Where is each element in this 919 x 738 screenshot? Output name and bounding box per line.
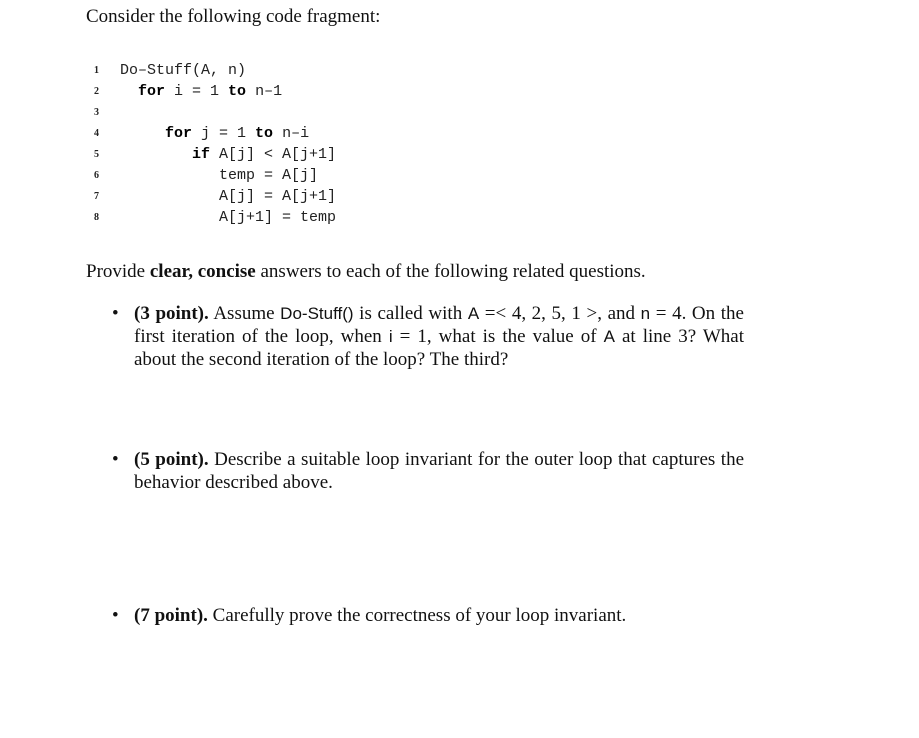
question-1: [112, 302, 744, 371]
code-text: A[j+1] = temp: [219, 209, 337, 226]
intro-text: Consider the following code fragment:: [86, 6, 381, 27]
question-text: (5 point). Describe a suitable loop invariant for the outer loop that captures the behavior described above.: [134, 449, 744, 493]
instructions-text: Provide clear, concise answers to each of the following related questions.: [86, 261, 646, 282]
code-text: A[j] = A[j+1]: [219, 188, 337, 205]
code-text: for j = 1 to n–i: [165, 125, 310, 142]
line-number: 7: [94, 191, 99, 202]
line-number: 4: [94, 128, 99, 139]
line-number: 1: [94, 65, 99, 76]
line-number: 8: [94, 212, 99, 223]
line-number: 3: [94, 107, 99, 118]
question-3: [112, 604, 744, 627]
bullet-icon: •: [112, 303, 119, 324]
line-number: 2: [94, 86, 99, 97]
line-number: 6: [94, 170, 99, 181]
question-2: [112, 448, 744, 494]
question-text: (3 point). Assume Do-Stuff() is called with A =< 4, 2, 5, 1 >, and n = 4. On the first iteration of the loop, when i = 1, what is the value of A at line 3? What about the second iteration of the loop? The third?: [134, 303, 745, 370]
code-text: temp = A[j]: [219, 167, 319, 184]
bullet-icon: •: [112, 605, 119, 626]
line-number: 5: [94, 149, 99, 160]
bullet-icon: •: [112, 449, 119, 470]
code-text: for i = 1 to n–1: [138, 83, 283, 100]
code-text: Do–Stuff(A, n): [120, 62, 247, 79]
code-text: if A[j] < A[j+1]: [192, 146, 337, 163]
question-text: (7 point). Carefully prove the correctness of your loop invariant.: [134, 605, 627, 626]
